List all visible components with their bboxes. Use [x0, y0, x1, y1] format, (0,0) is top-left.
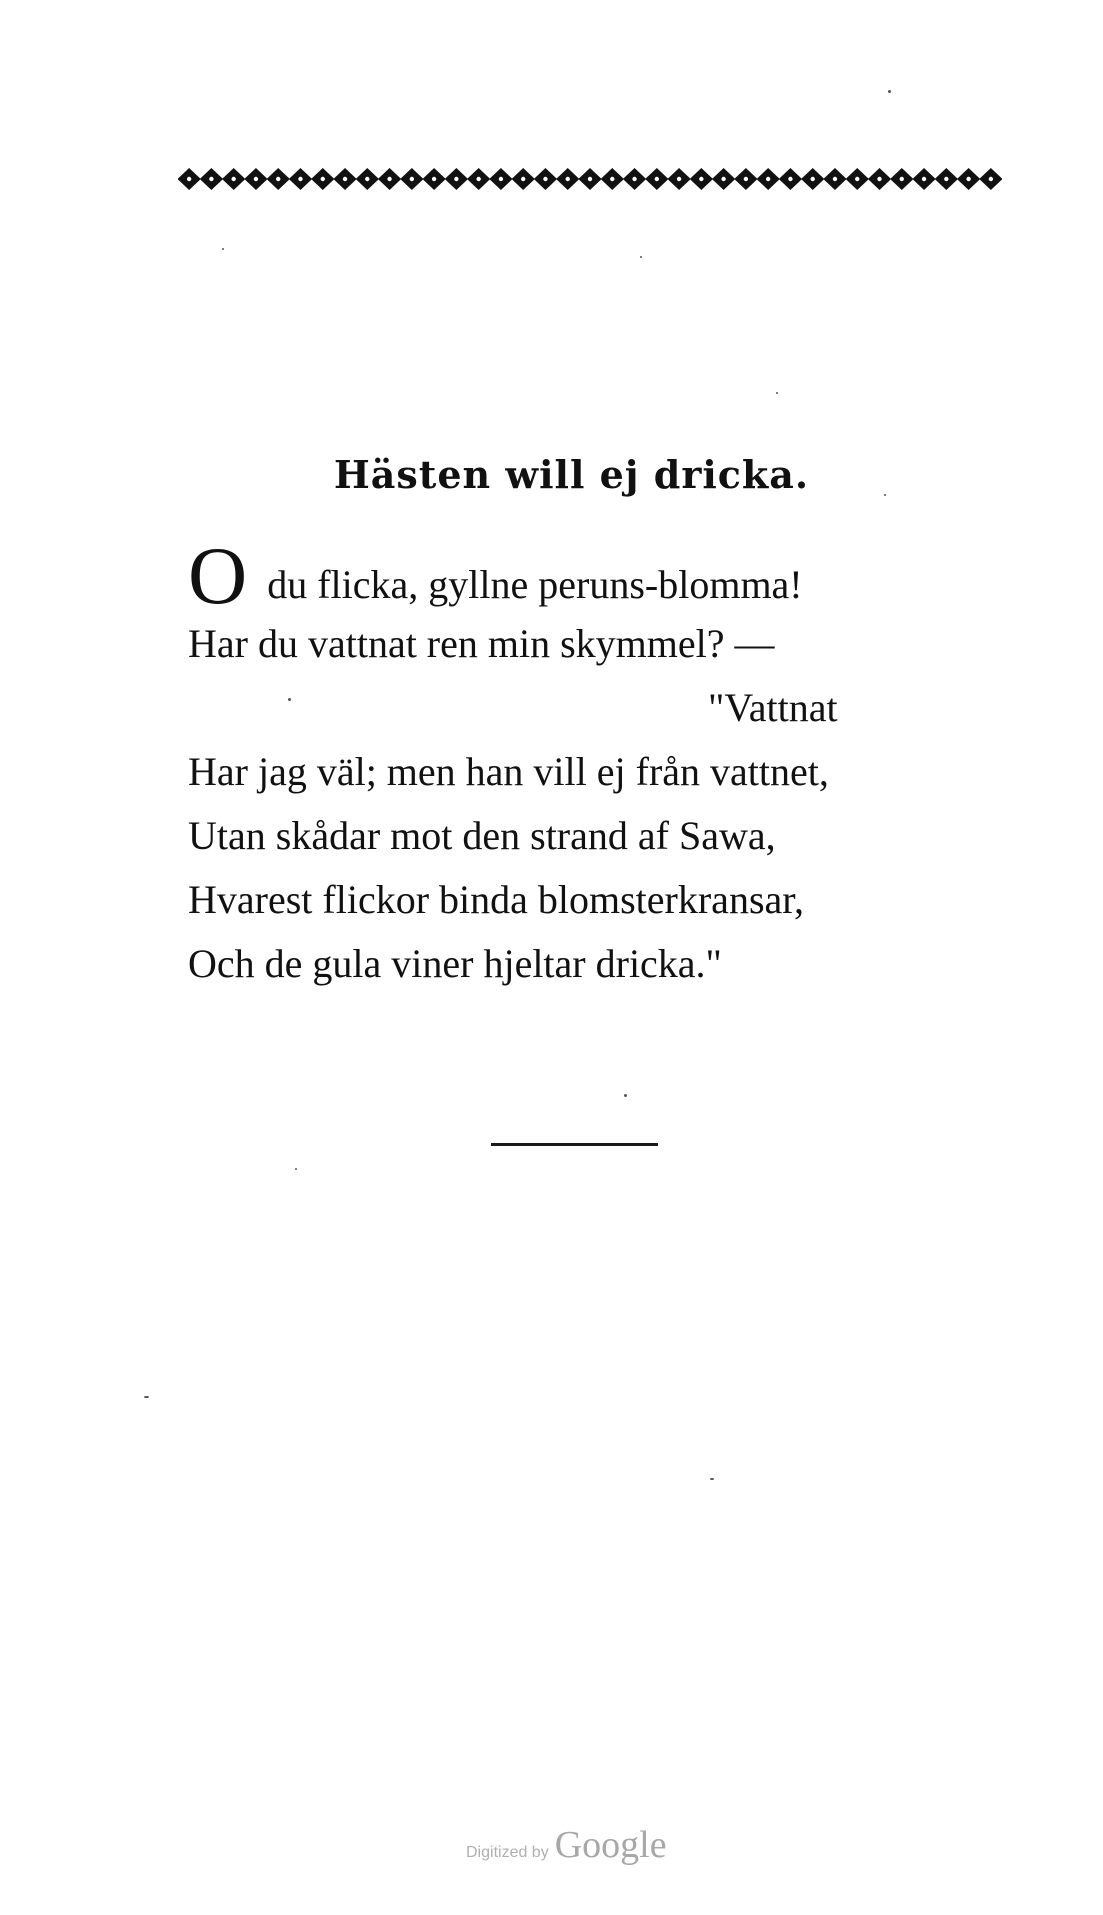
ornament-dot	[254, 177, 258, 181]
poem-body	[188, 530, 1008, 996]
ornament-dot	[298, 177, 302, 181]
ornament-dot	[966, 177, 970, 181]
ornament-dot	[811, 177, 815, 181]
poem-title-text: Hästen will ej dricka.	[333, 452, 810, 497]
scan-speck	[295, 1168, 297, 1170]
poem-line-4: Har jag väl; men han vill ej från vattnet,	[188, 749, 829, 794]
poem-line-5: Utan skådar mot den strand af Sawa,	[188, 813, 776, 858]
ornament-dot	[387, 177, 391, 181]
scan-speck	[144, 1396, 149, 1398]
poem-line-7: Och de gula viner hjeltar dricka."	[188, 941, 722, 986]
poem-line-2: Har du vattnat ren min skymmel? —	[188, 621, 775, 666]
ornament-band	[178, 162, 1002, 196]
ornament-dot	[187, 177, 191, 181]
ornament-dot	[588, 177, 592, 181]
poem-line-6: Hvarest flickor binda blomsterkransar,	[188, 877, 804, 922]
ornament-dot	[989, 177, 993, 181]
ornament-dot	[632, 177, 636, 181]
ornament-dot	[521, 177, 525, 181]
digitized-prefix: Digitized by	[466, 1844, 549, 1861]
ornament-dot	[432, 177, 436, 181]
poem-line-1	[188, 530, 1008, 621]
scan-speck	[776, 392, 778, 394]
ornament-dot	[744, 177, 748, 181]
ornament-dot	[209, 177, 213, 181]
ornament-dot	[410, 177, 414, 181]
scan-speck	[222, 248, 224, 250]
ornament-dot	[877, 177, 881, 181]
scan-speck	[710, 1478, 714, 1480]
ornament-dot	[766, 177, 770, 181]
poem-line-1-text: du flicka, gyllne peruns-blomma!	[267, 562, 803, 607]
drop-cap: O	[188, 530, 248, 621]
ornament-dot	[788, 177, 792, 181]
poem-line-3: "Vattnat	[708, 685, 838, 730]
ornament-dot	[900, 177, 904, 181]
ornament-dot	[454, 177, 458, 181]
scan-speck	[884, 494, 886, 496]
poem-title	[0, 452, 1103, 497]
ornament-dot	[655, 177, 659, 181]
digitized-footer	[466, 1823, 667, 1867]
scan-speck	[288, 698, 291, 701]
ornament-dot	[365, 177, 369, 181]
ornament-dot	[699, 177, 703, 181]
ornament-dot	[566, 177, 570, 181]
ornament-dot	[610, 177, 614, 181]
ornament-dot	[855, 177, 859, 181]
ornament-dot	[499, 177, 503, 181]
ornament-dot	[944, 177, 948, 181]
ornament-dot	[677, 177, 681, 181]
ornament-dot	[476, 177, 480, 181]
ornament-dot	[833, 177, 837, 181]
scan-speck	[888, 90, 891, 93]
scan-speck	[624, 1094, 627, 1097]
ornament-dot	[321, 177, 325, 181]
end-rule	[491, 1143, 658, 1146]
scan-speck	[640, 256, 642, 258]
ornament-dot	[276, 177, 280, 181]
ornament-dot	[343, 177, 347, 181]
ornament-dot	[543, 177, 547, 181]
ornament-dot	[231, 177, 235, 181]
google-logo: Google	[554, 1824, 667, 1866]
ornament-dot	[721, 177, 725, 181]
ornament-dot	[922, 177, 926, 181]
